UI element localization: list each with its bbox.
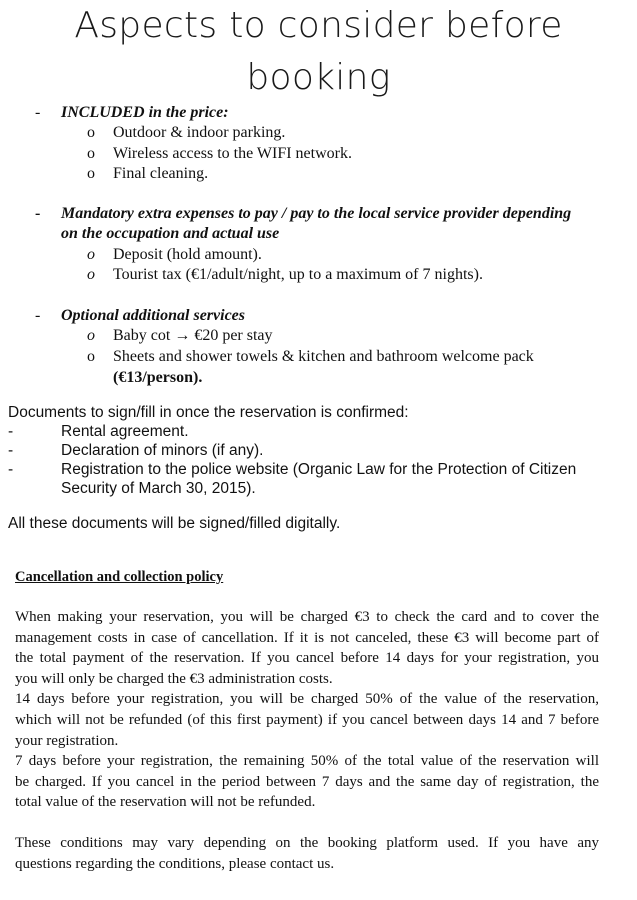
policy-line: be charged. If you cancel in the period between 7 days and the same day of registration, the [15, 773, 599, 790]
policy-line: the total payment of the reservation. If you cancel before 14 days for your registration, you [15, 650, 599, 667]
bullet-marker: o [87, 165, 95, 182]
policy-line: you will only be charged the €3 administration costs. [15, 670, 333, 687]
bullet-marker: o [87, 327, 95, 344]
policy-line: When making your reservation, you will be charged €3 to check the card and to cover the [15, 609, 599, 625]
dash-marker: - [35, 104, 41, 121]
dash-marker: - [8, 442, 14, 459]
list-item: Final cleaning. [113, 165, 209, 182]
policy-line: total value of the reservation will not be refunded. [15, 794, 316, 811]
document-item: Rental agreement. [61, 423, 189, 440]
document-item: Registration to the police website (Organic Law for the Protection of Citizen [61, 461, 577, 478]
document-item: Declaration of minors (if any). [61, 442, 264, 459]
policy-closing [15, 833, 599, 874]
list-item: Baby cot → €20 per stay [113, 327, 273, 344]
list-item: Outdoor & indoor parking. [113, 124, 286, 141]
page-title [0, 0, 637, 104]
dash-marker: - [35, 205, 41, 222]
documents-intro: Documents to sign/fill in once the reservation is confirmed: [8, 404, 409, 421]
dash-marker: - [8, 423, 14, 440]
documents-note: All these documents will be signed/filled digitally. [8, 515, 341, 532]
policy-line: management costs in case of cancellation. If it is not canceled, these €3 will become part of [15, 629, 599, 646]
bullet-marker: o [87, 246, 95, 263]
bullet-marker: o [87, 124, 95, 141]
bullet-marker: o [87, 348, 95, 365]
list-item-price: (€13/person). [113, 369, 203, 386]
policy-line: your registration. [15, 732, 119, 749]
mandatory-heading-line-1: Mandatory extra expenses to pay / pay to the local service provider depending [61, 205, 572, 222]
policy-line: 7 days before your registration, the remaining 50% of the total value of the reservation will [15, 753, 599, 770]
list-item: Tourist tax (€1/adult/night, up to a maximum of 7 nights). [113, 266, 483, 283]
bullet-marker: o [87, 145, 95, 162]
dash-marker: - [35, 307, 41, 324]
page-title-line-1: Aspects to consider before [74, 5, 563, 46]
optional-heading: Optional additional services [61, 307, 245, 324]
list-item: Wireless access to the WIFI network. [113, 145, 352, 162]
policy-line: 14 days before your registration, you will be charged 50% of the value of the reservation, [15, 691, 599, 708]
policy-heading: Cancellation and collection policy [15, 569, 224, 585]
dash-marker: - [8, 461, 14, 478]
policy-closing-line: questions regarding the conditions, please contact us. [15, 855, 335, 872]
list-item: Sheets and shower towels & kitchen and bathroom welcome pack [113, 348, 534, 365]
page-title-line-2: booking [246, 57, 391, 98]
mandatory-heading-line-2: on the occupation and actual use [61, 225, 280, 242]
policy-closing-line: These conditions may vary depending on the booking platform used. If you have any [15, 835, 599, 851]
document-item-continued: Security of March 30, 2015). [61, 480, 256, 497]
list-item: Deposit (hold amount). [113, 246, 262, 263]
included-heading: INCLUDED in the price: [61, 104, 229, 121]
bullet-marker: o [87, 266, 95, 283]
policy-body [15, 607, 599, 813]
policy-line: which will not be refunded (of this first payment) if you cancel between days 14 and 7 before [15, 711, 599, 728]
